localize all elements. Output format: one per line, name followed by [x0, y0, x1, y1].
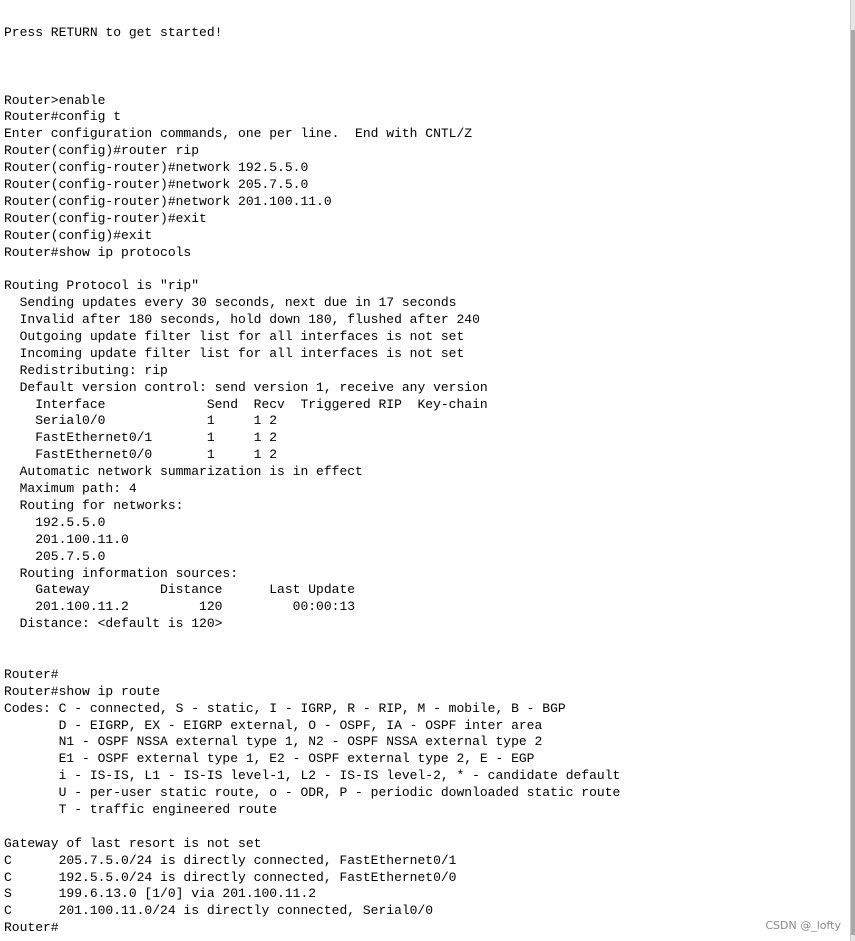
terminal-line	[4, 76, 620, 93]
terminal-line: T - traffic engineered route	[4, 801, 278, 817]
terminal-line	[4, 633, 620, 650]
terminal-line: Enter configuration commands, one per line. End with CNTL/Z	[4, 126, 473, 142]
terminal-line: Routing information sources:	[4, 565, 239, 581]
terminal-line: Interface Send Recv Triggered RIP Key-chain	[4, 396, 488, 412]
terminal-line: Maximum path: 4	[4, 481, 137, 497]
terminal-line: Automatic network summarization is in effect	[4, 464, 363, 480]
terminal-line	[4, 650, 620, 667]
terminal-line: D - EIGRP, EX - EIGRP external, O - OSPF, IA - OSPF inter area	[4, 717, 543, 733]
terminal-line: Gateway Distance Last Update	[4, 582, 356, 598]
terminal-line: FastEthernet0/0 1 1 2	[4, 447, 278, 463]
terminal-line: Press RETURN to get started!	[4, 25, 223, 40]
terminal-line: Routing Protocol is "rip"	[4, 278, 200, 294]
terminal-line: E1 - OSPF external type 1, E2 - OSPF external type 2, E - EGP	[4, 751, 535, 767]
terminal-line: Router#show ip route	[4, 683, 161, 699]
terminal-line: Router(config)#router rip	[4, 143, 200, 159]
terminal-line: Redistributing: rip	[4, 362, 168, 378]
terminal-line: Sending updates every 30 seconds, next due in 17 seconds	[4, 295, 457, 311]
terminal-line: Router#	[4, 920, 59, 936]
terminal-line: Codes: C - connected, S - static, I - IGRP, R - RIP, M - mobile, B - BGP	[4, 700, 566, 716]
terminal-line: i - IS-IS, L1 - IS-IS level-1, L2 - IS-IS level-2, * - candidate default	[4, 768, 621, 784]
terminal-line: Gateway of last resort is not set	[4, 835, 262, 851]
terminal-line	[4, 59, 620, 76]
terminal-line: Router(config)#exit	[4, 227, 153, 243]
vertical-scrollbar[interactable]	[850, 0, 855, 941]
terminal-line: Router>enable	[4, 92, 106, 108]
terminal-line: 201.100.11.2 120 00:00:13	[4, 599, 356, 615]
terminal-line: FastEthernet0/1 1 1 2	[4, 430, 278, 446]
terminal-line	[4, 42, 620, 59]
terminal-line: N1 - OSPF NSSA external type 1, N2 - OSPF NSSA external type 2	[4, 734, 543, 750]
terminal-line: C 192.5.5.0/24 is directly connected, FastEthernet0/0	[4, 869, 457, 885]
terminal-line: Router#	[4, 666, 59, 682]
terminal-line: C 201.100.11.0/24 is directly connected, Serial0/0	[4, 903, 434, 919]
terminal-line: Router#show ip protocols	[4, 244, 192, 260]
terminal-line: Invalid after 180 seconds, hold down 180, flushed after 240	[4, 312, 480, 328]
terminal-line: Router(config-router)#network 192.5.5.0	[4, 160, 309, 176]
terminal-line	[4, 819, 620, 836]
terminal-line: 192.5.5.0	[4, 514, 106, 530]
terminal-line: Router(config-router)#network 205.7.5.0	[4, 177, 309, 193]
terminal-line: C 205.7.5.0/24 is directly connected, FastEthernet0/1	[4, 852, 457, 868]
terminal-line: Router#config t	[4, 109, 122, 125]
terminal-line: Router(config-router)#exit	[4, 210, 207, 226]
terminal-line: Default version control: send version 1, receive any version	[4, 379, 488, 395]
terminal-line	[4, 261, 620, 278]
terminal-line: Routing for networks:	[4, 497, 184, 513]
watermark: CSDN @_lofty	[765, 919, 841, 932]
terminal-line: S 199.6.13.0 [1/0] via 201.100.11.2	[4, 886, 317, 902]
scrollbar-thumb[interactable]	[851, 30, 855, 935]
terminal-line: Router(config-router)#network 201.100.11.0	[4, 193, 332, 209]
terminal-line: 201.100.11.0	[4, 531, 129, 547]
terminal-output	[4, 25, 620, 937]
terminal-line: U - per-user static route, o - ODR, P - periodic downloaded static route	[4, 785, 621, 801]
terminal-line: Distance: <default is 120>	[4, 616, 223, 632]
terminal-line: 205.7.5.0	[4, 548, 106, 564]
terminal-line: Outgoing update filter list for all interfaces is not set	[4, 329, 465, 345]
terminal-line: Serial0/0 1 1 2	[4, 413, 278, 429]
terminal-line: Incoming update filter list for all interfaces is not set	[4, 345, 465, 361]
